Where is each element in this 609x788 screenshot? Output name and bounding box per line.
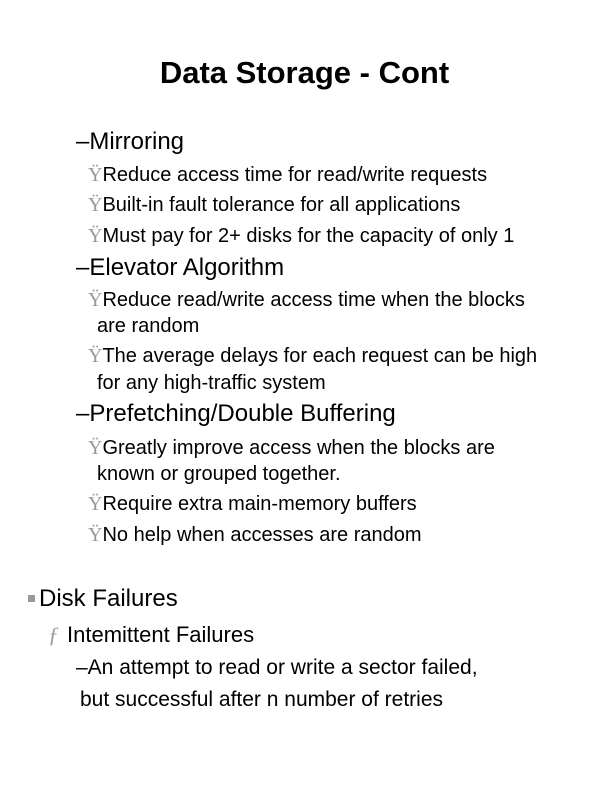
heading-prefetching: –Prefetching/Double Buffering bbox=[76, 400, 396, 427]
f-bullet-icon: ƒ bbox=[48, 622, 59, 647]
bullet-icon: Ÿ bbox=[88, 524, 103, 546]
bullet-icon: Ÿ bbox=[88, 493, 103, 515]
disk-text-line: but successful after n number of retries bbox=[80, 688, 443, 711]
bullet-icon: Ÿ bbox=[88, 194, 103, 216]
item-text: Greatly improve access when the blocks are bbox=[102, 437, 495, 459]
heading-text: Disk Failures bbox=[39, 585, 178, 612]
list-item bbox=[88, 438, 495, 458]
list-item bbox=[88, 525, 422, 545]
item-text: No help when accesses are random bbox=[102, 524, 422, 546]
disk-text-line: –An attempt to read or write a sector failed, bbox=[76, 656, 478, 679]
list-item bbox=[88, 195, 460, 215]
list-item bbox=[88, 165, 487, 185]
heading-disk-failures bbox=[28, 587, 178, 611]
sub-heading bbox=[48, 624, 254, 646]
list-item bbox=[88, 290, 525, 310]
bullet-icon: Ÿ bbox=[88, 164, 103, 186]
heading-elevator: –Elevator Algorithm bbox=[76, 254, 285, 281]
item-text: Built-in fault tolerance for all applications bbox=[102, 194, 461, 216]
item-text: Reduce access time for read/write requests bbox=[102, 164, 488, 186]
bullet-icon: Ÿ bbox=[88, 345, 103, 367]
item-text: The average delays for each request can be high bbox=[102, 345, 538, 367]
bullet-icon: Ÿ bbox=[88, 437, 103, 459]
list-item bbox=[88, 494, 417, 514]
item-text-cont: are random bbox=[97, 315, 200, 337]
list-item bbox=[88, 346, 537, 366]
item-text-cont: known or grouped together. bbox=[97, 463, 341, 485]
slide-title: Data Storage - Cont bbox=[159, 55, 450, 90]
sub-heading-text: Intemittent Failures bbox=[67, 622, 255, 647]
item-text-cont: for any high-traffic system bbox=[97, 372, 326, 394]
item-text: Must pay for 2+ disks for the capacity of only 1 bbox=[102, 225, 515, 247]
item-text: Require extra main-memory buffers bbox=[102, 493, 417, 515]
bullet-icon: Ÿ bbox=[88, 225, 103, 247]
square-bullet-icon bbox=[28, 595, 35, 602]
bullet-icon: Ÿ bbox=[88, 289, 103, 311]
item-text: Reduce read/write access time when the blocks bbox=[102, 289, 525, 311]
list-item bbox=[88, 226, 514, 246]
heading-mirroring: –Mirroring bbox=[76, 128, 185, 155]
